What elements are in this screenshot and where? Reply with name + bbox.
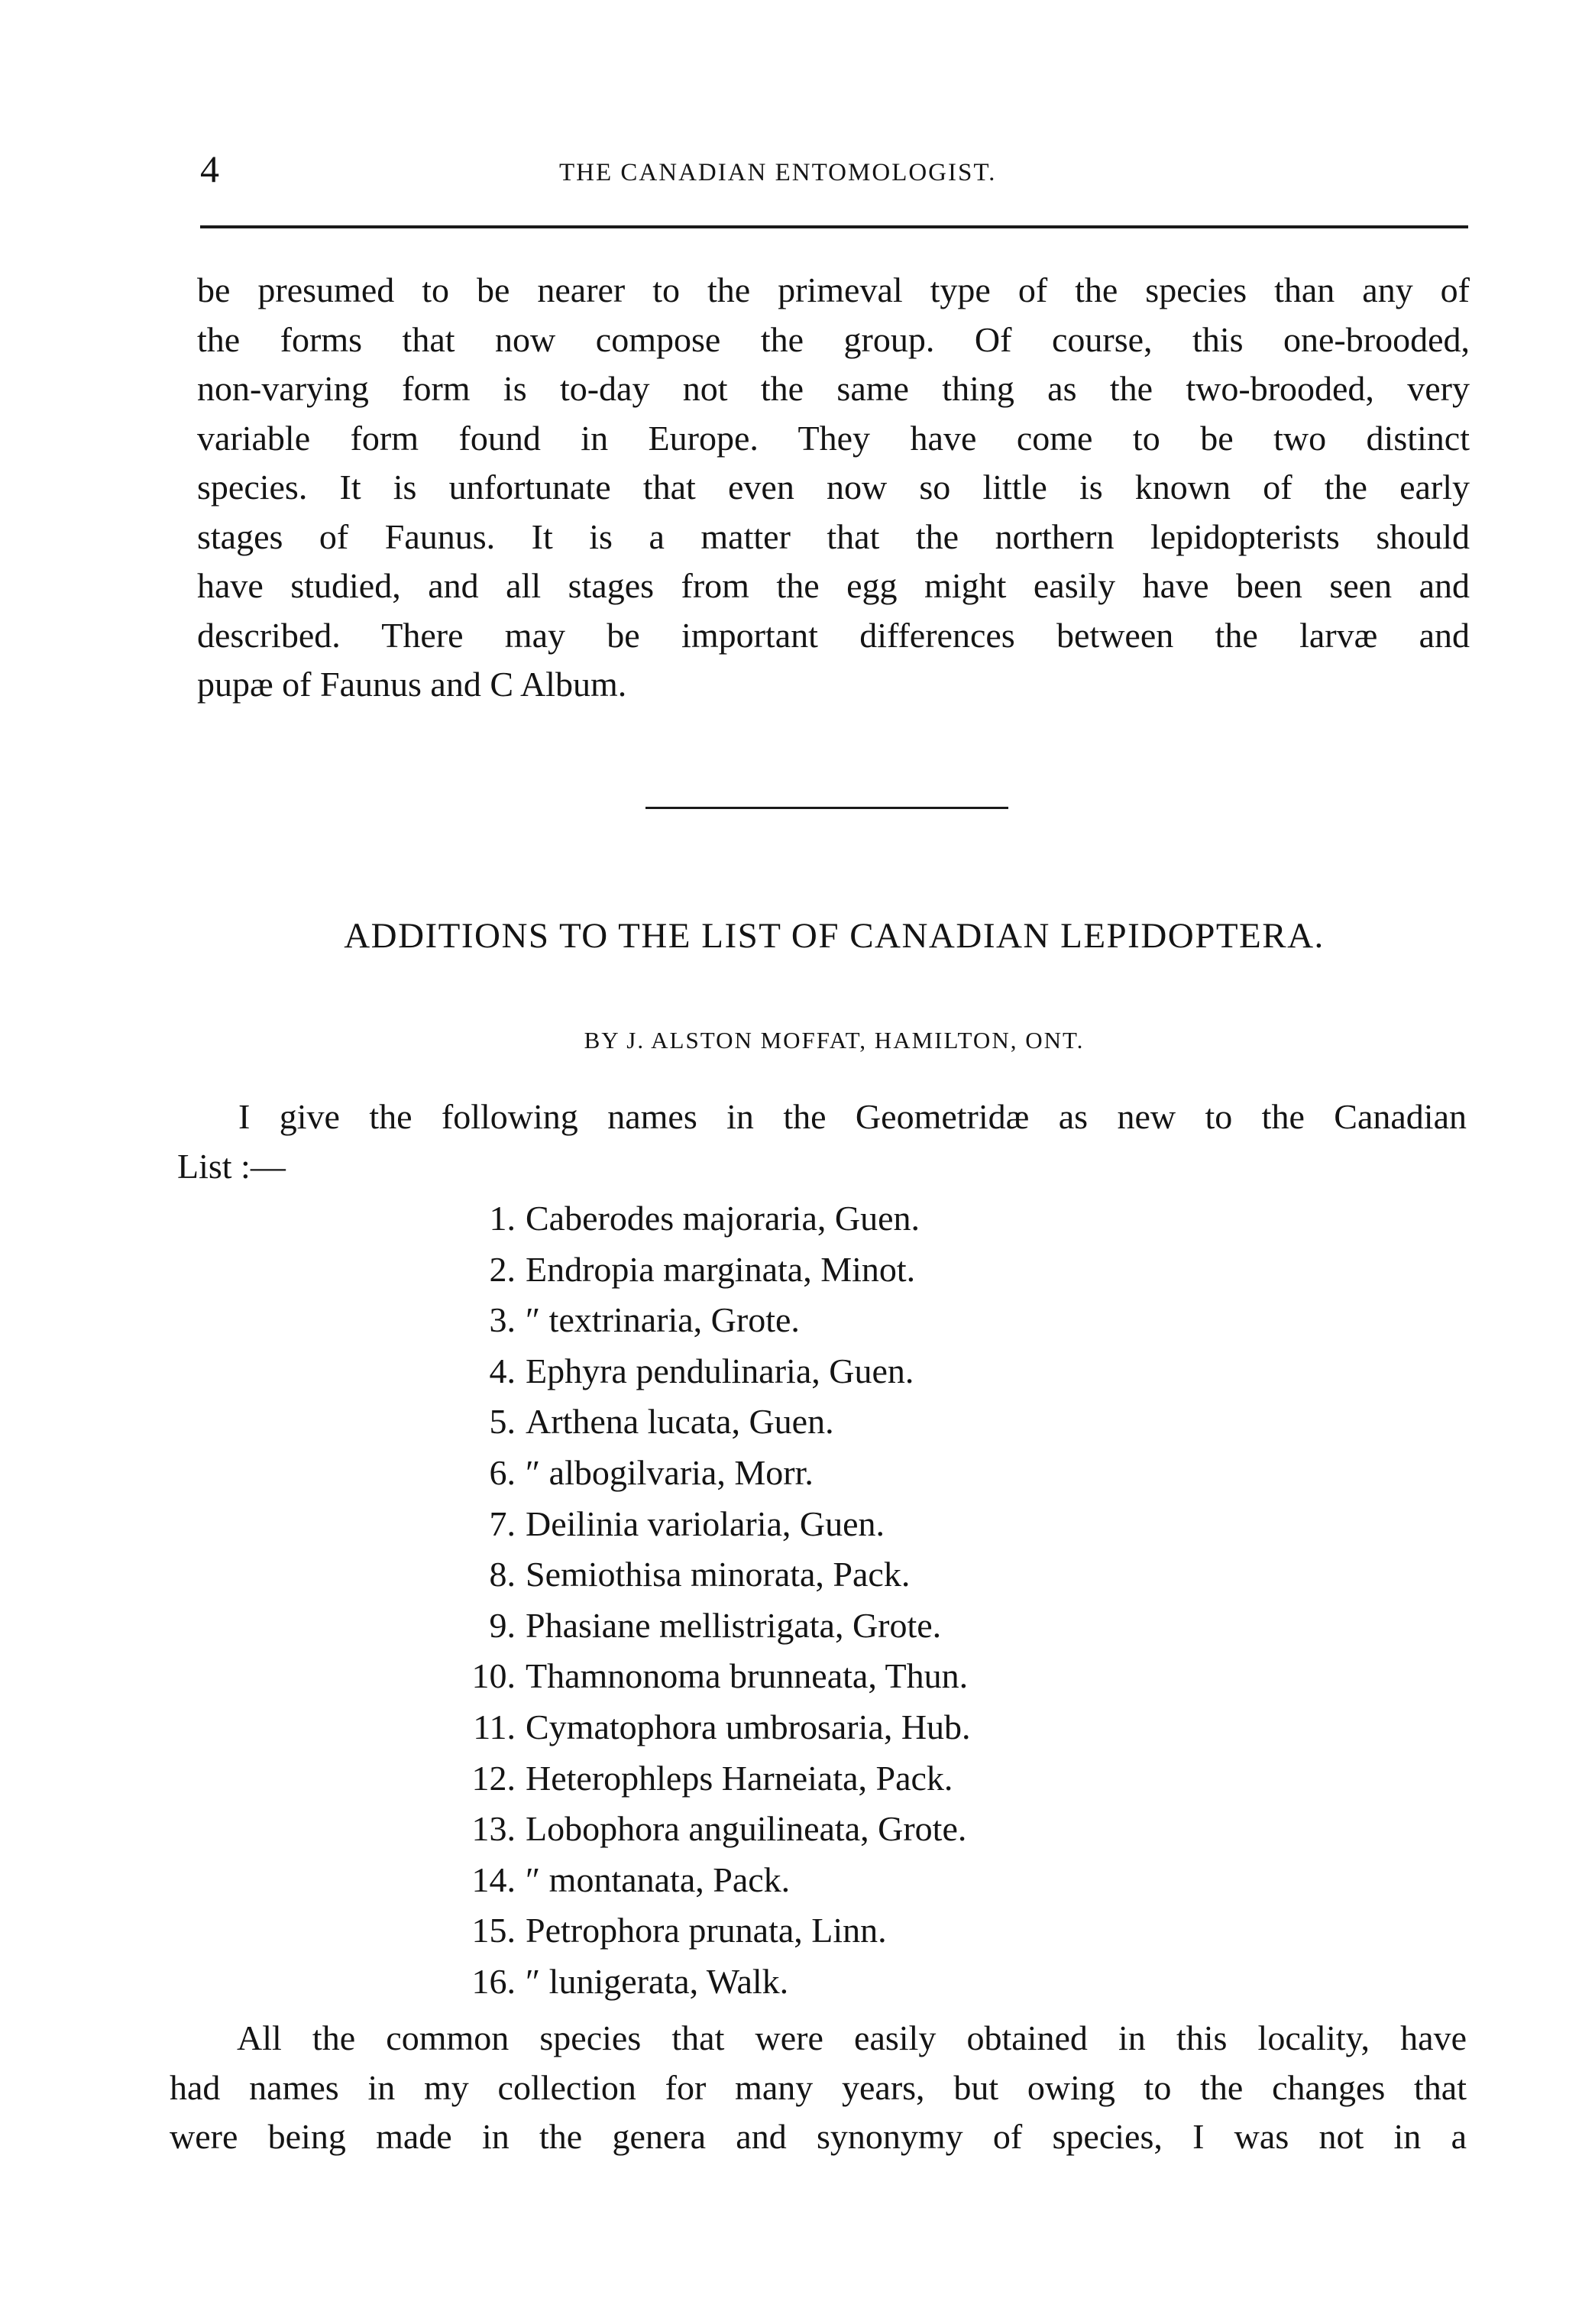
species-number: 8. [489, 1555, 516, 1594]
species-list-item [0, 1499, 1595, 1550]
species-name: ″ montanata, Pack. [526, 1860, 791, 1899]
species-name: Deilinia variolaria, Guen. [526, 1503, 885, 1543]
species-name: ″ albogilvaria, Morr. [526, 1452, 814, 1492]
journal-title: THE CANADIAN ENTOMOLOGIST. [559, 159, 997, 186]
species-list-item [0, 1804, 1595, 1855]
species-list [0, 1193, 1595, 2008]
text-line: have studied, and all stages from the egg might easily have been seen and [197, 566, 1470, 605]
text-line: non-varying form is to-day not the same thing as the two-brooded, very [197, 369, 1470, 408]
species-list-item [0, 1295, 1595, 1346]
species-name: Lobophora anguilineata, Grote. [526, 1809, 967, 1849]
species-number: 7. [489, 1503, 516, 1543]
species-number: 13. [471, 1809, 516, 1849]
species-number: 5. [489, 1402, 516, 1442]
species-name: ″ textrinaria, Grote. [526, 1300, 800, 1340]
text-line: List :— [177, 1146, 286, 1186]
text-line: described. There may be important differences between the larvæ and [197, 615, 1470, 655]
text-line: variable form found in Europe. They have come to be two distinct [197, 418, 1470, 458]
species-name: Endropia marginata, Minot. [526, 1249, 916, 1289]
species-list-item [0, 1753, 1595, 1804]
species-name: Petrophora prunata, Linn. [526, 1911, 887, 1950]
species-name: Caberodes majoraria, Guen. [526, 1199, 920, 1238]
species-number: 6. [489, 1452, 516, 1492]
species-list-item [0, 1702, 1595, 1753]
species-list-item [0, 1905, 1595, 1957]
text-line: stages of Faunus. It is a matter that the northern lepidopterists should [197, 516, 1470, 556]
species-list-item [0, 1549, 1595, 1601]
species-number: 14. [471, 1860, 516, 1899]
text-line: had names in my collection for many years, but owing to the changes that [170, 2067, 1467, 2107]
article-title: ADDITIONS TO THE LIST OF CANADIAN LEPIDOPTERA. [344, 916, 1325, 956]
species-number: 1. [489, 1199, 516, 1238]
species-number: 15. [471, 1911, 516, 1950]
species-list-item [0, 1397, 1595, 1448]
species-number: 9. [489, 1605, 516, 1645]
text-line: were being made in the genera and synonymy of species, I was not in a [170, 2117, 1467, 2156]
text-line: be presumed to be nearer to the primeval type of the species than any of [197, 270, 1470, 309]
section-divider [645, 807, 1008, 809]
article-byline: BY J. ALSTON MOFFAT, HAMILTON, ONT. [584, 1027, 1085, 1054]
species-list-item [0, 1651, 1595, 1702]
text-line: pupæ of Faunus and C Album. [197, 665, 627, 704]
intro-paragraph [177, 1092, 1467, 1191]
species-list-item [0, 1957, 1595, 2008]
species-list-item [0, 1245, 1595, 1296]
species-number: 11. [473, 1707, 516, 1746]
continued-paragraph [197, 266, 1470, 710]
species-number: 12. [471, 1758, 516, 1798]
species-name: Cymatophora umbrosaria, Hub. [526, 1707, 971, 1746]
text-line: the forms that now compose the group. Of course, this one-brooded, [197, 319, 1470, 359]
species-name: Phasiane mellistrigata, Grote. [526, 1605, 942, 1645]
species-list-item [0, 1346, 1595, 1397]
closing-paragraph [170, 2014, 1467, 2162]
species-list-item [0, 1193, 1595, 1245]
header-rule [200, 225, 1468, 228]
species-number: 10. [471, 1656, 516, 1696]
page-number: 4 [200, 147, 219, 190]
species-name: ″ lunigerata, Walk. [526, 1961, 789, 2001]
text-line: All the common species that were easily obtained in this locality, have [237, 2018, 1467, 2057]
species-number: 4. [489, 1351, 516, 1390]
species-list-item [0, 1448, 1595, 1499]
text-line: I give the following names in the Geometridæ as new to the Canadian [238, 1097, 1467, 1136]
species-list-item [0, 1855, 1595, 1906]
species-list-item [0, 1601, 1595, 1652]
species-number: 2. [489, 1249, 516, 1289]
species-name: Thamnonoma brunneata, Thun. [526, 1656, 969, 1696]
running-head [200, 147, 1464, 196]
species-number: 16. [471, 1961, 516, 2001]
species-number: 3. [489, 1300, 516, 1340]
species-name: Arthena lucata, Guen. [526, 1402, 834, 1442]
species-name: Heterophleps Harneiata, Pack. [526, 1758, 953, 1798]
text-line: species. It is unfortunate that even now so little is known of the early [197, 468, 1470, 507]
species-name: Semiothisa minorata, Pack. [526, 1555, 911, 1594]
species-name: Ephyra pendulinaria, Guen. [526, 1351, 914, 1390]
